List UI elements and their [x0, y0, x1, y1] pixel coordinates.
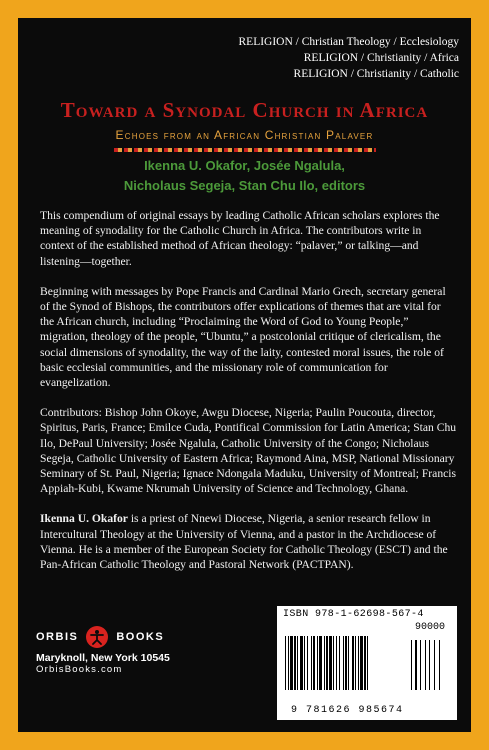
category-list	[239, 34, 460, 82]
description-paragraph: Beginning with messages by Pope Francis and Cardinal Mario Grech, secretary general of the Synod of Bishops, the contributors offer explications of themes that are vital for the African church, including “Proclaiming the Word of God to Young People,” migration, theology of the people, “Ubuntu,” a postcolonial critique of clericalism, the social dimensions of synodality, the way of the laity, contested moral issues, the role of basic ecclesial communities, and the missionary role of communication for evangelization.	[40, 284, 446, 390]
barcode-bar	[360, 636, 363, 690]
barcode-bar	[324, 636, 325, 690]
barcode-bar	[333, 636, 334, 690]
barcode	[277, 606, 457, 720]
author-name: Ikenna U. Okafor	[40, 512, 128, 526]
category-line: RELIGION / Christian Theology / Ecclesiology	[238, 36, 459, 48]
barcode-bar	[326, 636, 328, 690]
barcode-addon-bar	[439, 640, 440, 690]
barcode-bar	[367, 636, 368, 690]
barcode-addon-bar	[420, 640, 421, 690]
editors-line: Nicholaus Segeja, Stan Chu Ilo, editors	[123, 178, 366, 193]
barcode-bar	[288, 636, 289, 690]
barcode-bar	[307, 636, 308, 690]
price-code: 90000	[414, 622, 445, 633]
barcode-digits: 9 781626 985674	[291, 705, 404, 716]
barcode-bar	[336, 636, 337, 690]
category-line: RELIGION / Christianity / Africa	[303, 52, 459, 64]
barcode-bar	[294, 636, 296, 690]
barcode-bar	[348, 636, 349, 690]
barcode-addon-bar	[411, 640, 412, 690]
barcode-addon-bar	[434, 640, 435, 690]
barcode-bars	[285, 636, 445, 702]
editors-block	[18, 156, 471, 196]
category-line: RELIGION / Christianity / Catholic	[293, 68, 459, 80]
barcode-bar	[297, 636, 298, 690]
barcode-addon-bar	[429, 640, 430, 690]
description-paragraph: This compendium of original essays by leading Catholic African scholars explores the meaning of synodality for the Catholic Church in Africa. The contributors write in context of the established method of African theology: “palaver,” or talking—and listening—together.	[40, 209, 440, 268]
contributors-paragraph: Contributors: Bishop John Okoye, Awgu Diocese, Nigeria; Paulin Poucouta, director, Spiritus, Paris, France; Emilce Cuda, Pontifical Commission for Latin America; Stan Chu Ilo, DePaul University; Josée Ngalula, Catholic University of the Congo; Nicholaus Segeja, Catholic University of Eastern Africa; Raymond Aina, MSP, National Missionary Seminary of St. Paul, Nigeria; Ignace Ndongala Maduku, University of Montreal; Francis Appiah-Kubi, Kwame Nkrumah University of Science and Technology, Ghana.	[40, 406, 457, 496]
barcode-addon-bar	[415, 640, 417, 690]
barcode-bar	[355, 636, 356, 690]
publisher-name-right: BOOKS	[116, 631, 165, 643]
barcode-bar	[311, 636, 312, 690]
barcode-bar	[343, 636, 344, 690]
barcode-bar	[313, 636, 315, 690]
publisher-logo	[36, 626, 236, 675]
back-cover	[18, 18, 471, 732]
barcode-bar	[317, 636, 318, 690]
barcode-bar	[358, 636, 359, 690]
barcode-bar	[319, 636, 322, 690]
book-subtitle: Echoes from an African Christian Palaver	[115, 128, 374, 142]
publisher-website: OrbisBooks.com	[36, 664, 123, 675]
decorative-divider	[114, 148, 376, 152]
barcode-bar	[290, 636, 293, 690]
publisher-name-left: ORBIS	[36, 631, 79, 643]
isbn-label: ISBN 978-1-62698-567-4	[283, 609, 424, 620]
editors-line: Ikenna U. Okafor, Josée Ngalula,	[144, 158, 345, 173]
book-title: Toward a Synodal Church in Africa	[60, 98, 429, 122]
description	[40, 208, 457, 587]
barcode-bar	[364, 636, 366, 690]
author-bio	[40, 511, 457, 572]
barcode-bar	[285, 636, 286, 690]
barcode-bar	[339, 636, 340, 690]
barcode-bar	[345, 636, 347, 690]
author-bio-text: is a priest of Nnewi Diocese, Nigeria, a senior research fellow in Intercultural Theology at the University of Vienna, and a pastor in the Archdiocese of Vienna. He is a member of the European Society for Catholic Theology (ESCT) and the Pan-African Catholic Theology and Pastoral Network (PACTPAN).	[40, 512, 448, 572]
publisher-address: Maryknoll, New York 10545	[36, 652, 170, 664]
barcode-bar	[329, 636, 332, 690]
barcode-bar	[304, 636, 305, 690]
barcode-bar	[352, 636, 354, 690]
barcode-addon-bar	[425, 640, 426, 690]
orbis-figure-icon	[86, 626, 108, 648]
barcode-bar	[300, 636, 303, 690]
